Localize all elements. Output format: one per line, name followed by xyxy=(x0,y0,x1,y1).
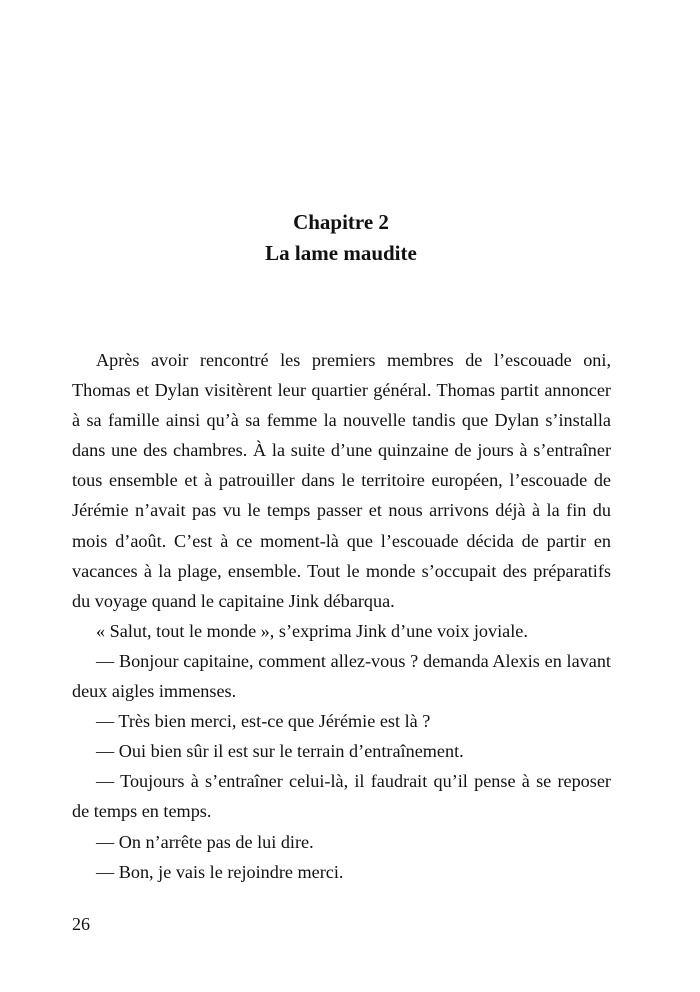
chapter-body xyxy=(72,345,611,887)
chapter-title: La lame maudite xyxy=(265,241,417,265)
paragraph: — Oui bien sûr il est sur le terrain d’entraînement. xyxy=(96,741,464,762)
page-number: 26 xyxy=(72,914,90,934)
paragraph: — Bonjour capitaine, comment allez-vous ? demanda Alexis en lavant deux aigles immenses. xyxy=(72,650,611,702)
paragraph: — Toujours à s’entraîner celui-là, il faudrait qu’il pense à se reposer de temps en temps. xyxy=(72,771,611,822)
chapter-number: Chapitre 2 xyxy=(293,210,389,234)
paragraph: — Très bien merci, est-ce que Jérémie est là ? xyxy=(96,711,431,732)
paragraph: « Salut, tout le monde », s’exprima Jink d’une voix joviale. xyxy=(96,620,528,641)
paragraph: — Bon, je vais le rejoindre merci. xyxy=(96,861,344,882)
chapter-heading xyxy=(0,207,682,269)
paragraph: Après avoir rencontré les premiers membres de l’escouade oni, Thomas et Dylan visitèrent leur quartier général. Thomas partit annoncer à sa famille ainsi qu’à sa femme la nouvelle tandis que Dylan s’installa dans une des chambres. À la suite d’une quinzaine de jours à s’entraîner tous ensemble et à patrouiller dans le territoire européen, l’escouade de Jérémie n’avait pas vu le temps passer et nous arrivons déjà à la fin du mois d’août. C’est à ce moment-là que l’escouade décida de partir en vacances à la plage, ensemble. Tout le monde s’occupait des préparatifs du voyage quand le capitaine Jink débarqua. xyxy=(72,350,611,611)
paragraph: — On n’arrête pas de lui dire. xyxy=(96,831,314,852)
